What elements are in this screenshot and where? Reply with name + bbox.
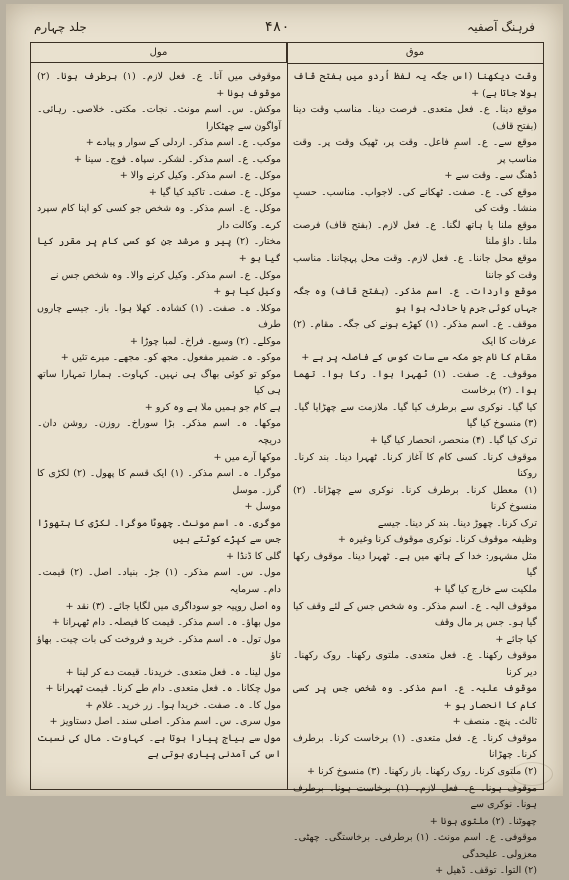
right-column-entry: موقع ملنا یا ہاتھ لگنا۔ ع۔ فعل لازم۔ (بفتح قاف) فرصت ملنا۔ داؤ ملنا xyxy=(293,219,537,248)
left-column-entry: موکھا۔ ہ۔ اسم مذکر۔ بڑا سوراخ۔ روزن۔ روشن دان۔ دریچہ xyxy=(37,418,281,447)
left-column-entry: موکش۔ س۔ اسم مونث۔ نجات۔ مکتی۔ خلاصی۔ رہائی۔ آواگون سے چھٹکارا xyxy=(37,104,281,132)
left-column-entry: وکیل کیا ہو + xyxy=(213,286,281,298)
right-column-entry: (۲) التوا۔ توقف۔ ڈھیل + xyxy=(435,865,537,877)
right-column-entry: موقع واردات۔ ع۔ اسم مذکر۔ (بفتح قاف) وہ جگہ جہاں کوئی جرم یا حادثہ ہوا ہو xyxy=(293,286,537,314)
left-column-entry: موسل + xyxy=(244,501,281,513)
left-column-entry: موکب۔ ع۔ اسم مذکر۔ لشکر۔ سپاہ۔ فوج۔ سینا + xyxy=(73,153,281,165)
page-number: ۴۸۰ xyxy=(264,19,290,35)
left-column-entry: مول سے بیاج پیارا ہوتا ہے۔ کہاوت۔ مال کی نسبت اس کی آمدنی پیاری ہوتی ہے xyxy=(37,732,281,761)
right-column-entry: موقوفی۔ ع۔ اسم مونث۔ (۱) برطرفی۔ برخاستگی۔ چھٹی۔ معزولی۔ علیحدگی xyxy=(293,832,537,860)
page-header xyxy=(34,16,535,38)
right-column-entry: موقع دینا۔ ع۔ فعل متعدی۔ فرصت دینا۔ مناسب وقت دینا (بفتح قاف) xyxy=(293,104,537,132)
left-column-head: مول xyxy=(31,43,287,63)
left-column-entry: موگری۔ ہ۔ اسم مونث۔ چھوٹا موگرا۔ لکڑی کا ہتھوڑا جس سے کپڑے کوٹتے ہیں xyxy=(37,517,281,546)
left-column-entry: موگرا۔ ہ۔ اسم مذکر۔ (۱) ایک قسم کا پھول۔ (۲) لکڑی کا گرز۔ موسل xyxy=(37,468,281,496)
right-column-entry: موقوف کرنا۔ ع۔ فعل متعدی۔ (۱) برخاست کرنا۔ برطرف کرنا۔ چھڑانا xyxy=(293,732,537,761)
right-column-entry: ترک کیا گیا۔ (۴) منحصر، انحصار کیا گیا + xyxy=(369,435,537,447)
left-column-entry: مول۔ س۔ اسم مذکر۔ (۱) جڑ۔ بنیاد۔ اصل۔ (۲) قیمت۔ دام۔ سرمایہ xyxy=(37,567,281,595)
right-column-entry: موقوف رکھنا۔ ع۔ فعل متعدی۔ ملتوی رکھنا۔ روک رکھنا۔ دیر کرنا xyxy=(293,650,537,678)
left-column-entry: موکو۔ ہ۔ ضمیر مفعول۔ مجھ کو۔ مجھے۔ میرے تئیں + xyxy=(60,352,281,364)
left-column-entry: وہ اصل روپیہ جو سوداگری میں لگایا جائے۔ (۳) نقد + xyxy=(65,600,281,612)
running-head-title: فرہنگ آصفیہ xyxy=(467,20,535,34)
left-column-entry: گلی کا ڈنڈا + xyxy=(225,550,281,562)
left-column-entry: موکھا آرے میں + xyxy=(213,451,281,463)
right-column-entry: موقوف۔ ع۔ صفت۔ (۱) ٹھہرا ہوا۔ رکا ہوا۔ تھما ہوا۔ (۲) برخاست xyxy=(293,368,538,397)
right-column-entry: موقوف علیہ۔ ع۔ اسم مذکر۔ وہ شخص جس پر کسی کام کا انحصار ہو + xyxy=(293,683,537,711)
right-column-entry: مقام کا نام جو مکہ سے سات کوس کے فاصلہ پر ہے + xyxy=(301,352,537,364)
running-head-volume: جلد چہارم xyxy=(34,20,87,34)
left-column-entry: موکلا۔ ہ۔ صفت۔ (۱) کشادہ۔ کھلا ہوا۔ باز۔ جیسے چاروں طرف xyxy=(37,302,282,331)
left-column-entry: مول تول۔ ہ۔ اسم مذکر۔ خرید و فروخت کی بات چیت۔ بھاؤ تاؤ xyxy=(37,633,281,662)
left-column-entry: مول کا۔ ہ۔ صفت۔ خریدا ہوا۔ زر خرید۔ غلام + xyxy=(85,699,281,711)
left-column-entry: مول بھاؤ۔ ہ۔ اسم مذکر۔ قیمت کا فیصلہ۔ دام ٹھہرانا + xyxy=(51,617,281,629)
right-column-entry: (۲) ملتوی کرنا۔ روک رکھنا۔ باز رکھنا۔ (۳) منسوخ کرنا + xyxy=(307,765,537,777)
column-divider xyxy=(287,43,288,789)
right-column-entry: موقف۔ ع۔ اسم مذکر۔ (۱) کھڑے ہونے کی جگہ۔ مقام۔ (۲) عرفات کا ایک xyxy=(293,319,537,347)
right-column-entry: چھوٹنا۔ (۲) ملتوی ہونا + xyxy=(429,815,537,827)
right-column-entry: موقع محل جاننا۔ ع۔ فعل لازم۔ وقت محل پہچاننا۔ مناسب وقت کو جاننا xyxy=(293,253,537,281)
right-column-entry: موقع کی۔ ع۔ صفت۔ ٹھکانے کی۔ لاجواب۔ مناسب۔ حسبِ منشا۔ وقت کی xyxy=(293,186,537,215)
left-column-entry: موکل۔ ع۔ صفت۔ تاکید کیا گیا + xyxy=(148,186,281,198)
dictionary-page xyxy=(6,4,563,877)
right-column-entry: (۱) معطل کرنا۔ برطرف کرنا۔ نوکری سے چھڑانا۔ (۲) منسوخ کرنا xyxy=(293,484,537,513)
left-column-entry: موکل۔ ع۔ اسم مذکر۔ وکیل کرنے والا + xyxy=(119,170,281,182)
left-column-entry: موکل۔ ع۔ اسم مذکر۔ وہ شخص جو کسی کو اپنا کام سپرد کرے۔ وکالت دار xyxy=(37,203,281,231)
right-column-entry: ترک کرنا۔ چھوڑ دینا۔ بند کر دینا۔ جیسے xyxy=(377,517,537,529)
text-frame xyxy=(30,42,544,877)
left-column-entry: مختار۔ (۲) پیر و مرشد جن کو کسی کام پر مقرر کیا گیا ہو + xyxy=(37,236,281,265)
right-column-entry: ثالث۔ پنچ۔ منصف + xyxy=(452,716,537,728)
right-column-entry: موقع سے۔ ع۔ اسمِ فاعل۔ وقت پر، ٹھیک وقت پر۔ وقت مناسب پر xyxy=(293,137,537,165)
right-column xyxy=(293,69,538,877)
right-column-entry: ڈھنگ سے۔ وقت سے + xyxy=(444,170,537,182)
left-column-entry: موکلے۔ (۲) وسیع۔ فراخ۔ لمبا چوڑا + xyxy=(129,335,281,347)
right-column-entry: وقت دیکھنا (اس جگہ یہ لفظ اُردو میں بفتح قاف بولا جاتا ہے) + xyxy=(293,71,537,99)
left-column-entry: مول لینا۔ ہ۔ فعل متعدی۔ خریدنا۔ قیمت دے کر لینا + xyxy=(65,666,281,678)
right-column-head: موق xyxy=(287,43,543,64)
right-column-entry: کیا جائے + xyxy=(495,633,537,645)
left-column-entry: موکب۔ ع۔ اسم مذکر۔ اردلی کے سوار و پیادے + xyxy=(85,137,281,149)
library-stamp xyxy=(511,762,553,786)
left-column-entry: موقوفی میں آنا۔ ع۔ فعل لازم۔ (۱) برطرف ہونا۔ (۲) موقوف ہونا + xyxy=(37,71,281,99)
right-column-entry: کیا گیا۔ نوکری سے برطرف کیا گیا۔ ملازمت سے چھڑایا گیا۔ (۳) منسوخ کیا گیا xyxy=(293,401,537,430)
left-column-entry: مول چکانا۔ ہ۔ فعل متعدی۔ دام طے کرنا۔ قیمت ٹھہرانا + xyxy=(45,683,281,695)
left-column xyxy=(37,69,281,781)
left-column-entry: موکل۔ ع۔ اسم مذکر۔ وکیل کرنے والا۔ وہ شخص جس نے xyxy=(50,269,281,281)
left-column-entry: موکو تو کوئی بھاگ ہی نہیں۔ کہاوت۔ ہمارا تمہارا ساتھ ہی کیا xyxy=(37,368,281,397)
right-column-entry: موقوف الیہ۔ ع۔ اسم مذکر۔ وہ شخص جس کے لئے وقف کیا گیا ہو۔ جس پر مال وقف xyxy=(293,600,537,629)
right-column-entry: وظیفہ موقوف کرنا۔ نوکری موقوف کرنا وغیرہ + xyxy=(337,534,537,546)
left-column-entry: مول سری۔ س۔ اسم مذکر۔ اصلی سند۔ اصل دستاویز + xyxy=(49,716,281,728)
right-column-entry: موقوف کرنا۔ کسی کام کا آغاز کرنا۔ ٹھہرا دینا۔ بند کرنا۔ روکنا xyxy=(293,451,537,480)
left-column-entry: ہے کام جو ہمیں ملا ہے وہ کرو + xyxy=(144,401,281,413)
right-column-entry: مثل مشہور: خدا کے ہاتھ میں ہے۔ ٹھہرا دینا۔ موقوف رکھا گیا xyxy=(293,550,537,579)
right-column-entry: ملکیت سے خارج کیا گیا + xyxy=(433,583,537,595)
right-column-entry: موقوف ہونا۔ ع۔ فعل لازم۔ (۱) برخاست ہونا۔ برطرف ہونا۔ نوکری سے xyxy=(293,782,537,811)
